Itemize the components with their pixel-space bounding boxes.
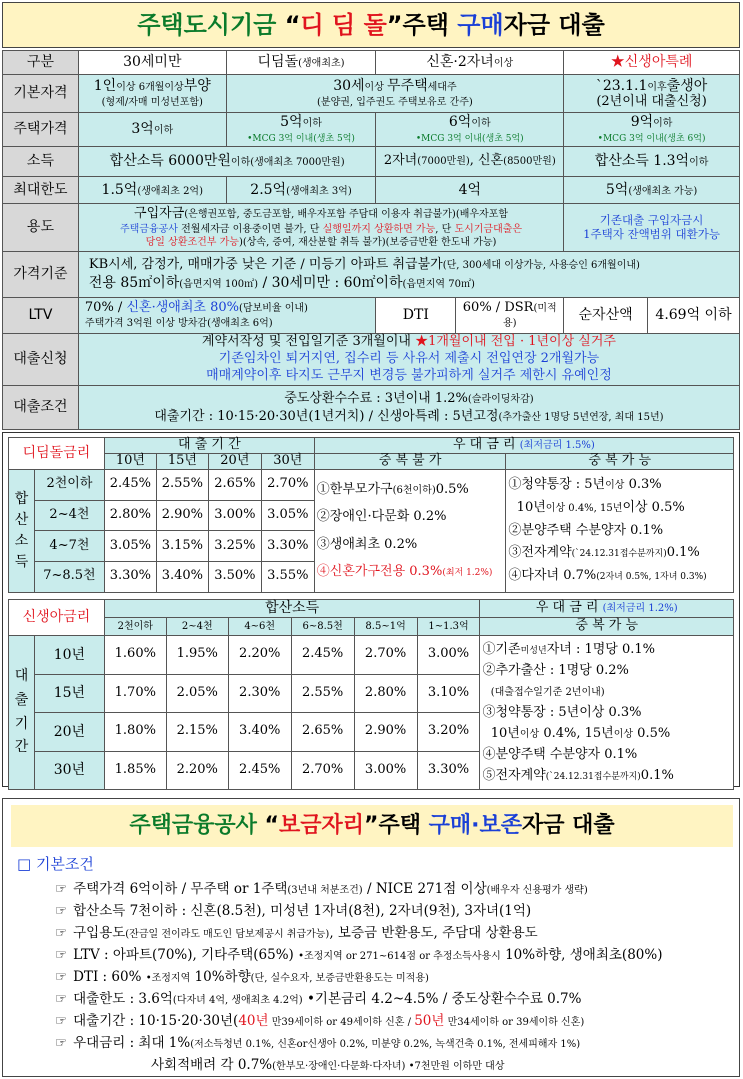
eligibility-under30: 1인이상 6개월이상부양 (형제/자매 미성년포함) <box>78 75 226 113</box>
no-dup-list: ①한부모가구(6천이하)0.5% ②장애인·다문화 0.2% ③생애최초 0.2% ④신혼가구전용 0.3%(최저 1.2%) <box>314 470 506 593</box>
rate-cell: 2.45% <box>104 470 156 501</box>
condition-income: ☞ 합산소득 7천이하 : 신혼(8.5천), 미성년 1자녀(8천), 2자녀(9천), 3자녀(1억) <box>55 903 532 919</box>
period-row: 30년 <box>34 751 104 790</box>
rate-cell: 3.40% <box>228 713 291 752</box>
rate-cell: 1.95% <box>166 636 228 675</box>
net-asset-value: 4.69억 이하 <box>648 298 740 334</box>
header-row <box>3 51 740 75</box>
income-general: 합산소득 6000만원이하(생애최초 7000만원) <box>78 147 376 177</box>
rate-cell: 2.45% <box>228 751 291 790</box>
income-bracket: 2천이하 <box>34 470 104 501</box>
header-label: 구분 <box>3 51 79 75</box>
label-price: 주택가격 <box>3 113 79 147</box>
row-application <box>3 334 740 386</box>
ltv-detail: 70% / 신혼·생애최초 80%(담보비율 이내) 주택가격 3억원 이상 방차감(생애최초 6억) <box>78 298 376 334</box>
rate-cell: 2.20% <box>228 636 291 675</box>
condition-ltv: ☞ LTV : 아파트(70%), 기타주택(65%) •조정지역 or 271~614점 or 추정소득사용시 10%하향, 생애최초(80%) <box>55 947 663 963</box>
rate-cell: 2.70% <box>354 636 417 675</box>
rate-cell: 2.65% <box>208 470 261 501</box>
label-limit: 최대한도 <box>3 177 79 204</box>
eligibility-main: 30세이상 무주택세대주 (분양권, 입주권도 주택보유로 간주) <box>226 75 564 113</box>
dup-list: ①청약통장 : 5년이상 0.3% 10년이상 0.4%, 15년이상 0.5% ②분양주택 수분양자 0.1% ③전자계약(`24.12.31접수분까지)0.1% ④다자녀 0.7%(2자녀 0.5%, 1자녀 0.3%) <box>506 470 734 593</box>
newborn-pref-list: ①기존미성년자녀 : 1명당 0.1% ②추가출산 : 1명당 0.2% (대출접수일기준 2년이내) ③청약통장 : 5년이상 0.3% 10년이상 0.4%, 15년이상 0.5% ④분양주택 수분양자 0.1% ⑤전자계약(`24.12.31접수분까지)0.1% <box>480 636 734 790</box>
rate-cell: 2.80% <box>354 674 417 713</box>
rate-cell: 1.85% <box>104 751 166 790</box>
rate-cell: 3.20% <box>417 713 480 752</box>
price-newborn: 9억이하 •MCG 3억 이내(생초 6억) <box>564 113 740 147</box>
row-limit <box>3 177 740 204</box>
condition-period: ☞ 대출기간 : 10·15·20·30년(40년 만39세이하 or 49세이하 신혼 / 50년 만34세이하 or 39세이하 신혼) <box>55 1013 585 1029</box>
title-bogeumjari: 주택금융공사 “보금자리”주택 구매·보존자금 대출 <box>11 805 733 847</box>
period-row: 20년 <box>34 713 104 752</box>
rate-cell: 2.30% <box>228 674 291 713</box>
rate-cell: 3.00% <box>354 751 417 790</box>
label-income: 소득 <box>3 147 79 177</box>
label-usage: 용도 <box>3 204 79 252</box>
condition-limit: ☞ 대출한도 : 3.6억(다자녀 4억, 생애최초 4.2억) •기본금리 4.2~4.5% / 중도상환수수료 0.7% <box>55 991 582 1007</box>
rate-cell: 2.15% <box>166 713 228 752</box>
pref-rate-header: 우 대 금 리 (최저금리 1.2%) <box>480 600 734 618</box>
income-newlywed: 2자녀(7000만원), 신혼(8500만원) <box>376 147 564 177</box>
period-side-label: 대 출 기 간 <box>9 636 35 790</box>
rate-cell: 3.30% <box>417 751 480 790</box>
header-newborn: ★신생아특례 <box>564 51 740 75</box>
income-side-label: 합 산 소 득 <box>9 470 35 593</box>
dup-header: 중 복 가 능 <box>480 618 734 636</box>
income-col: 6~8.5천 <box>291 618 354 636</box>
label-ltv: LTV <box>3 298 79 334</box>
row-terms <box>3 386 740 430</box>
price-newlywed: 6억이하 •MCG 3억 이내(생초 5억) <box>376 113 564 147</box>
rate-cell: 3.05% <box>104 531 156 562</box>
pointing-hand-icon: ☞ <box>55 991 68 1007</box>
condition-dti: ☞ DTI : 60% •조정지역 10%하향(단, 실수요자, 보증금반환용도는 미적용) <box>55 969 429 985</box>
row-ltv <box>3 298 740 334</box>
rate-cell: 2.70% <box>261 470 314 501</box>
application-detail: 계약서작성 및 전입일기준 3개월이내 ★1개월이내 전입 · 1년이상 실거주 기존임차인 퇴거지연, 집수리 등 사유서 제출시 전입연장 2개월가능 매매계약이후 타지도 근무지 변경등 불가피하게 실거주 제한시 유예인정 <box>78 334 739 386</box>
label-terms: 대출조건 <box>3 386 79 430</box>
pointing-hand-icon: ☞ <box>55 903 68 919</box>
income-col: 2~4천 <box>166 618 228 636</box>
usage-detail: 구입자금(은행권포함, 중도금포함, 배우자포함 주담대 이용자 취급불가)(배우자포함 주택금융공사 전월세자금 이용중이면 불가, 단 실행일까지 상환하면 가능, 단 도시기금대출은 당일 상환조건부 가능)(상속, 증여, 재산분할 취득 불가)(보증금반환 한도내 가능) <box>78 204 563 252</box>
row-price <box>3 113 740 147</box>
combined-income-header: 합산소득 <box>104 600 480 618</box>
pointing-hand-icon: ☞ <box>55 969 68 985</box>
pointing-hand-icon: ☞ <box>55 925 68 941</box>
row-income <box>3 147 740 177</box>
rate-cell: 3.05% <box>261 500 314 531</box>
income-bracket: 4~7천 <box>34 531 104 562</box>
income-col: 8.5~1억 <box>354 618 417 636</box>
rate-cell: 2.20% <box>166 751 228 790</box>
label-application: 대출신청 <box>3 334 79 386</box>
row-usage <box>3 204 740 252</box>
condition-pref-rate: ☞ 우대금리 : 최대 1%(저소득청년 0.1%, 신혼or신생아 0.2%, 미분양 0.2%, 녹색건축 0.1%, 전세피해자 1%) <box>55 1035 581 1051</box>
pref-rate-header: 우 대 금 리 (최저금리 1.5%) <box>314 438 733 454</box>
pointing-hand-icon: ☞ <box>55 881 68 897</box>
price-didimdol: 5억이하 •MCG 3억 이내(생초 5억) <box>226 113 376 147</box>
dti-value: 60% / DSR(미적용) <box>456 298 564 334</box>
income-newborn: 합산소득 1.3억이하 <box>564 147 740 177</box>
pointing-hand-icon: ☞ <box>55 1035 68 1051</box>
loan-period-header: 대 출 기 간 <box>104 438 314 454</box>
header-newlywed: 신혼·2자녀이상 <box>376 51 564 75</box>
didimdol-rate-title: 디딤돌금리 <box>9 438 105 470</box>
didimdol-rate-table <box>8 437 734 593</box>
condition-price: ☞ 주택가격 6억이하 / 무주택 or 1주택(3년내 처분조건) / NICE 271점 이상(배우자 신용평가 생략) <box>55 881 588 897</box>
dti-label: DTI <box>376 298 456 334</box>
year-col: 30년 <box>261 454 314 470</box>
rate-cell: 3.30% <box>261 531 314 562</box>
rate-cell: 3.10% <box>417 674 480 713</box>
rate-cell: 3.15% <box>156 531 208 562</box>
price-under30: 3억이하 <box>78 113 226 147</box>
limit-newlywed: 4억 <box>376 177 564 204</box>
rate-cell: 3.25% <box>208 531 261 562</box>
rate-cell: 2.05% <box>166 674 228 713</box>
year-col: 20년 <box>208 454 261 470</box>
rate-cell: 1.60% <box>104 636 166 675</box>
year-col: 15년 <box>156 454 208 470</box>
period-row: 15년 <box>34 674 104 713</box>
condition-table <box>2 50 740 430</box>
limit-didimdol: 2.5억(생애최초 3억) <box>226 177 376 204</box>
rate-cell: 2.55% <box>156 470 208 501</box>
income-col: 4~6천 <box>228 618 291 636</box>
basic-conditions-heading: □ 기본조건 <box>17 855 94 873</box>
rate-cell: 2.55% <box>291 674 354 713</box>
pointing-hand-icon: ☞ <box>55 1013 68 1029</box>
label-eligibility: 기본자격 <box>3 75 79 113</box>
pointing-hand-icon: ☞ <box>55 947 68 963</box>
rate-cell: 3.30% <box>104 562 156 593</box>
condition-usage: ☞ 구입용도(잔금일 전이라도 매도인 담보제공시 취급가능), 보증금 반환용도, 주담대 상환용도 <box>55 925 538 941</box>
rate-cell: 2.80% <box>104 500 156 531</box>
rate-cell: 2.65% <box>291 713 354 752</box>
rate-cell: 1.70% <box>104 674 166 713</box>
title-didimdol: 주택도시기금 “디 딤 돌”주택 구매자금 대출 <box>2 2 740 48</box>
rate-cell: 2.90% <box>156 500 208 531</box>
usage-refinance: 기존대출 구입자금시 1주택자 잔액범위 대환가능 <box>564 204 740 252</box>
rate-cell: 3.55% <box>261 562 314 593</box>
rate-cell: 3.40% <box>156 562 208 593</box>
newborn-rate-table <box>8 599 734 790</box>
terms-detail: 중도상환수수료 : 3년이내 1.2%(슬라이딩차감) 대출기간 : 10·15·20·30년(1년거치) / 신생아특례 : 5년고정(추가출산 1명당 5년연장, 최대 15년) <box>78 386 739 430</box>
income-col: 1~1.3억 <box>417 618 480 636</box>
year-col: 10년 <box>104 454 156 470</box>
newborn-rate-title: 신생아금리 <box>9 600 105 636</box>
eligibility-newborn: `23.1.1이후출생아 (2년이내 대출신청) <box>564 75 740 113</box>
rate-cell: 1.80% <box>104 713 166 752</box>
rate-cell: 2.70% <box>291 751 354 790</box>
rate-cell: 2.45% <box>291 636 354 675</box>
price-standard-detail: KB시세, 감정가, 매매가중 낮은 기준 / 미등기 아파트 취급불가(단, 300세대 이상가능, 사용승인 6개월이내) 전용 85㎡이하(읍면지역 100㎡) / 30세미만 : 60㎡이하(읍면지역 70㎡) <box>78 252 739 298</box>
income-bracket: 2~4천 <box>34 500 104 531</box>
limit-newborn: 5억(생애최초 가능) <box>564 177 740 204</box>
bogeumjari-section <box>2 798 740 1077</box>
rate-cell: 3.00% <box>208 500 261 531</box>
row-eligibility <box>3 75 740 113</box>
condition-social: 사회적배려 각 0.7%(한부모·장애인·다문화·다자녀) •7천만원 이하만 대상 <box>151 1057 505 1073</box>
period-row: 10년 <box>34 636 104 675</box>
row-price-standard <box>3 252 740 298</box>
income-col: 2천이하 <box>104 618 166 636</box>
header-didimdol: 디딤돌(생애최초) <box>226 51 376 75</box>
rate-cell: 3.50% <box>208 562 261 593</box>
income-bracket: 7~8.5천 <box>34 562 104 593</box>
dup-header: 중 복 가 능 <box>506 454 734 470</box>
rate-cell: 2.90% <box>354 713 417 752</box>
net-asset-label: 순자산액 <box>564 298 648 334</box>
no-dup-header: 중 복 불 가 <box>314 454 506 470</box>
label-price-standard: 가격기준 <box>3 252 79 298</box>
rate-cell: 3.00% <box>417 636 480 675</box>
header-under30: 30세미만 <box>78 51 226 75</box>
limit-under30: 1.5억(생애최초 2억) <box>78 177 226 204</box>
